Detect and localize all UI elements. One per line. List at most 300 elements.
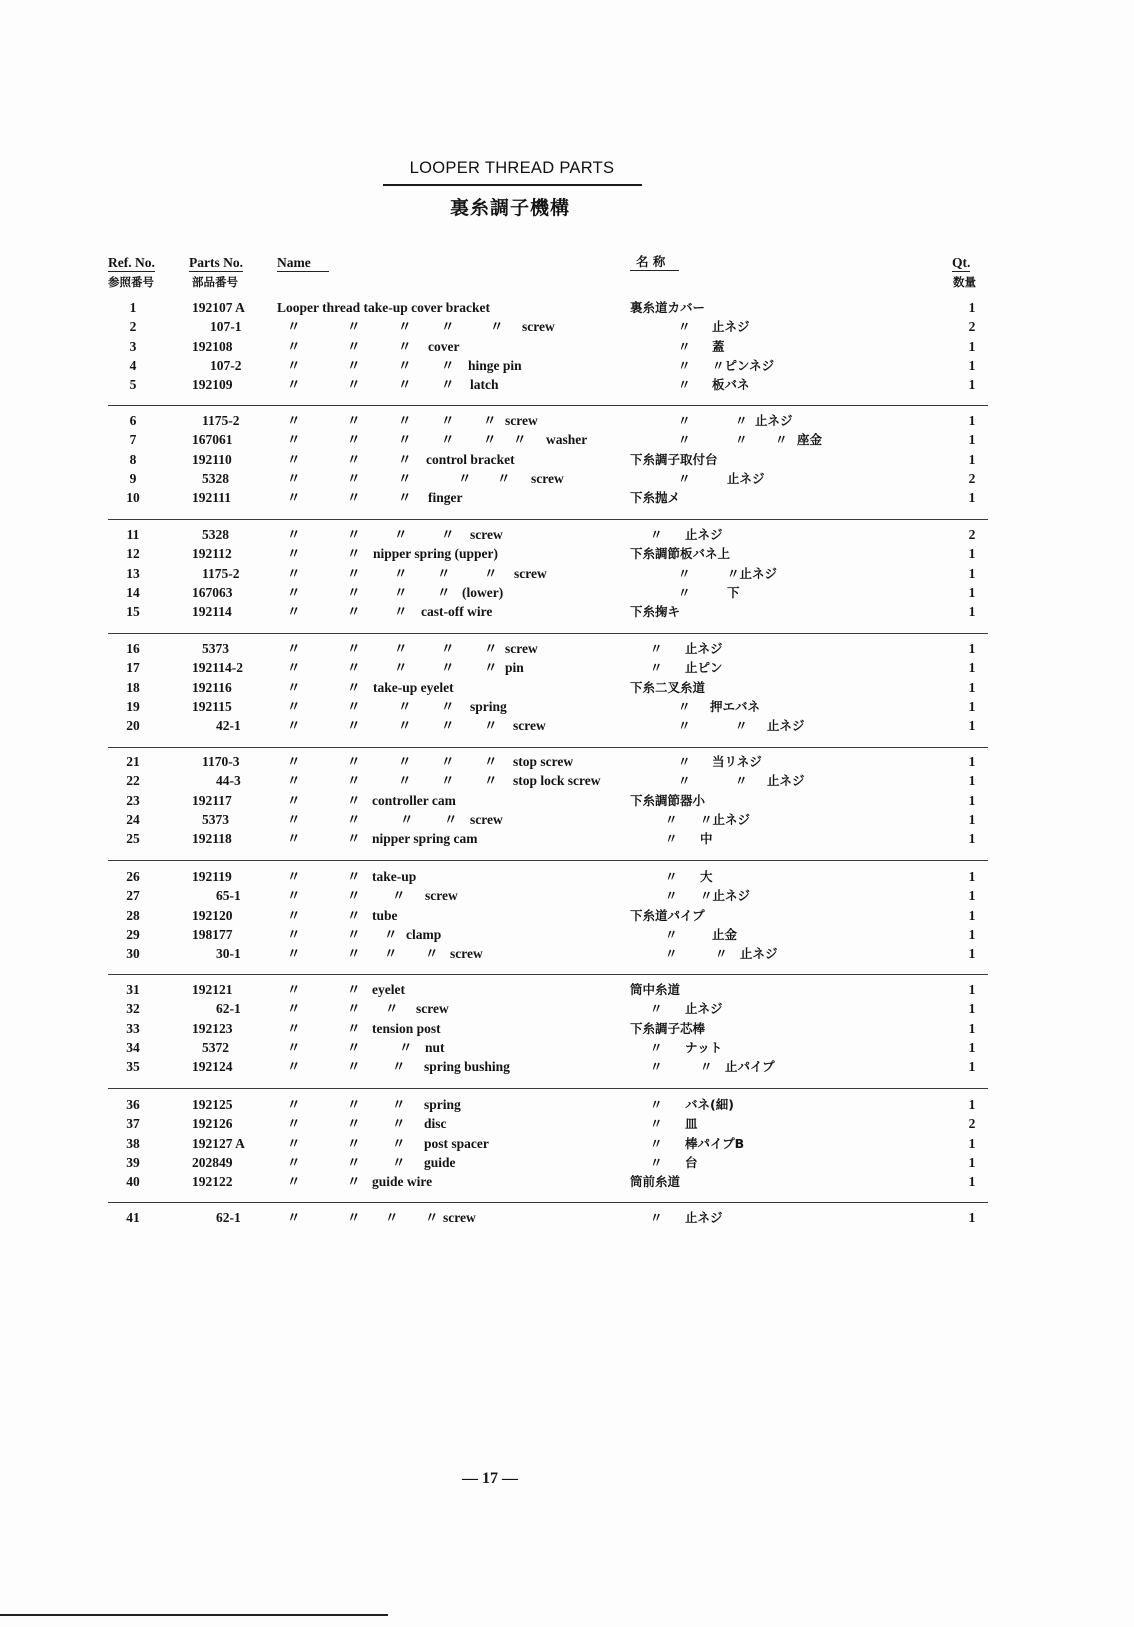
name-token: 〃	[287, 792, 301, 808]
jp-name-token: 筒中糸道	[630, 982, 681, 997]
name-token: 〃	[347, 451, 361, 467]
name-token: 〃	[347, 1174, 361, 1190]
jp-name-token: 〃	[650, 1059, 663, 1075]
ref-no: 3	[129, 338, 137, 354]
name-token: 〃	[398, 718, 412, 734]
ref-no: 28	[126, 907, 140, 923]
name-token: screw	[505, 641, 538, 656]
parts-no: 167061	[192, 432, 233, 448]
page-number: — 17 —	[462, 1470, 518, 1487]
name-token: 〃	[287, 1020, 301, 1036]
jp-name-token: 〃止ネジ	[727, 565, 778, 581]
name-token: 〃	[398, 357, 412, 373]
name-token: 〃	[483, 413, 497, 428]
table-row	[0, 1039, 1134, 1057]
jp-name-token: 〃	[775, 432, 788, 448]
table-row	[0, 698, 1134, 716]
parts-no: 198177	[192, 926, 233, 942]
ref-no: 15	[126, 604, 140, 620]
name-token: 〃	[287, 432, 301, 448]
name-token: 〃	[385, 1210, 399, 1225]
name-token: 〃	[347, 357, 361, 373]
name-token: 〃	[384, 946, 398, 962]
name-token: 〃	[394, 660, 408, 676]
name-token: 〃	[384, 926, 398, 942]
name-token: screw	[470, 527, 503, 542]
jp-name-token: 止ネジ	[685, 527, 723, 542]
ref-no: 8	[129, 451, 137, 467]
jp-name-token: 押エバネ	[710, 698, 761, 714]
qty: 1	[968, 982, 976, 997]
table-row	[0, 565, 1134, 583]
table-row	[0, 753, 1134, 771]
name-token: 〃	[484, 754, 498, 769]
parts-no: 192107 A	[192, 300, 245, 315]
name-token: control bracket	[426, 451, 515, 467]
qty: 1	[968, 413, 976, 428]
parts-no: 192118	[192, 831, 232, 847]
name-token: 〃	[287, 888, 301, 904]
ref-no: 20	[126, 718, 140, 734]
qty: 1	[968, 926, 976, 942]
name-token: 〃	[392, 1097, 406, 1112]
jp-name-token: 〃	[735, 432, 748, 448]
parts-no: 1170-3	[202, 754, 240, 769]
qty: 1	[968, 773, 976, 789]
table-row	[0, 1135, 1134, 1153]
name-token: 〃	[444, 811, 458, 827]
name-token: 〃	[490, 319, 504, 335]
name-token: screw	[513, 718, 546, 734]
parts-no: 192115	[192, 698, 232, 714]
name-token: 〃	[400, 811, 414, 827]
name-token: 〃	[287, 982, 301, 997]
name-token: screw	[470, 811, 503, 827]
name-token: 〃	[287, 907, 301, 923]
qty: 1	[968, 907, 976, 923]
qty: 1	[968, 754, 976, 769]
table-row	[0, 357, 1134, 375]
name-token: 〃	[287, 357, 301, 373]
jp-name-token: 〃	[678, 377, 691, 393]
jp-name-token: 下糸調節板バネ上	[630, 546, 731, 562]
jp-name-token: 板バネ	[712, 377, 750, 393]
name-token: 〃	[347, 338, 361, 354]
name-token: guide wire	[372, 1174, 433, 1190]
name-token: 〃	[347, 888, 361, 904]
name-token: screw	[443, 1210, 476, 1225]
jp-name-token: 〃	[678, 773, 691, 789]
table-row	[0, 945, 1134, 963]
name-token: 〃	[484, 718, 498, 734]
parts-no: 192127 A	[192, 1135, 245, 1151]
jp-name-token: 止ピン	[685, 660, 723, 676]
name-token: nipper spring (upper)	[373, 546, 499, 562]
name-token: spring	[470, 698, 507, 714]
ref-no: 30	[126, 946, 140, 962]
name-token: 〃	[347, 470, 361, 486]
name-token: guide	[424, 1154, 456, 1170]
jp-name-token: 〃	[650, 660, 663, 676]
qty: 2	[968, 1116, 976, 1132]
name-token: 〃	[347, 660, 361, 676]
jp-name-token: 〃	[735, 718, 748, 734]
table-row	[0, 1096, 1134, 1114]
name-token: cover	[428, 338, 460, 354]
jp-name-token: 〃ピンネジ	[712, 357, 775, 373]
name-token: 〃	[287, 679, 301, 695]
parts-no: 5373	[202, 811, 229, 827]
name-token: 〃	[347, 946, 361, 962]
name-token: 〃	[483, 432, 497, 448]
header-ref-no-jp: 参照番号	[108, 275, 154, 289]
jp-name-token: 止金	[712, 926, 738, 942]
jp-name-token: 〃	[735, 413, 748, 428]
qty: 2	[968, 470, 976, 486]
jp-name-token: 止ネジ	[685, 1001, 723, 1017]
table-row	[0, 376, 1134, 394]
parts-no: 192114	[192, 604, 232, 620]
table-row	[0, 887, 1134, 905]
parts-no: 202849	[192, 1154, 233, 1170]
name-token: 〃	[287, 584, 301, 600]
table-row	[0, 489, 1134, 507]
name-token: 〃	[398, 490, 412, 506]
jp-name-token: 〃	[665, 831, 678, 847]
name-token: 〃	[437, 584, 451, 600]
parts-no: 192123	[192, 1020, 233, 1036]
table-row	[0, 1154, 1134, 1172]
name-token: 〃	[458, 470, 472, 486]
header-name: Name	[277, 255, 329, 272]
parts-no: 107-1	[210, 319, 242, 335]
name-token: 〃	[398, 377, 412, 393]
jp-name-token: 〃	[700, 1059, 713, 1075]
ref-no: 40	[126, 1174, 140, 1190]
name-token: spring bushing	[424, 1059, 510, 1075]
parts-no: 1175-2	[202, 413, 240, 428]
jp-name-token: 〃	[665, 811, 678, 827]
parts-no: 192124	[192, 1059, 233, 1075]
name-token: 〃	[347, 1020, 361, 1036]
parts-no: 192125	[192, 1097, 233, 1112]
name-token: 〃	[287, 926, 301, 942]
name-token: (lower)	[462, 584, 504, 600]
name-token: 〃	[347, 546, 361, 562]
name-token: nipper spring cam	[372, 831, 478, 847]
jp-name-token: 〃	[678, 357, 691, 373]
name-token: 〃	[347, 584, 361, 600]
qty: 1	[968, 888, 976, 904]
name-token: 〃	[287, 946, 301, 962]
group-divider	[108, 860, 988, 861]
ref-no: 32	[126, 1001, 140, 1017]
table-row	[0, 830, 1134, 848]
table-row	[0, 338, 1134, 356]
name-token: 〃	[287, 490, 301, 506]
name-token: 〃	[392, 1059, 406, 1075]
name-token: 〃	[441, 660, 455, 676]
name-token: 〃	[347, 679, 361, 695]
name-token: 〃	[394, 565, 408, 581]
table-row	[0, 1173, 1134, 1191]
jp-name-token: 〃	[678, 584, 691, 600]
name-token: controller cam	[372, 792, 456, 808]
ref-no: 21	[126, 754, 140, 769]
name-token: 〃	[399, 1039, 413, 1055]
parts-no: 192119	[192, 869, 232, 884]
parts-no: 192121	[192, 982, 233, 997]
ref-no: 19	[126, 698, 140, 714]
table-row	[0, 907, 1134, 925]
table-row	[0, 318, 1134, 336]
name-token: finger	[428, 490, 463, 506]
parts-no: 62-1	[216, 1210, 241, 1225]
table-row	[0, 717, 1134, 735]
name-token: 〃	[398, 338, 412, 354]
table-row	[0, 679, 1134, 697]
jp-name-token: 〃	[735, 773, 748, 789]
name-token: 〃	[287, 565, 301, 581]
table-row	[0, 431, 1134, 449]
group-divider	[108, 1202, 988, 1203]
name-token: 〃	[347, 907, 361, 923]
name-token: screw	[425, 888, 458, 904]
ref-no: 16	[126, 641, 140, 656]
parts-no: 1175-2	[202, 565, 240, 581]
name-token: 〃	[347, 1116, 361, 1132]
name-token: 〃	[287, 413, 301, 428]
name-token: 〃	[394, 641, 408, 656]
jp-name-token: 〃	[665, 946, 678, 962]
name-token: 〃	[347, 1154, 361, 1170]
group-divider	[108, 633, 988, 634]
name-token: 〃	[398, 773, 412, 789]
name-token: 〃	[347, 377, 361, 393]
qty: 1	[968, 490, 976, 506]
parts-no: 62-1	[216, 1001, 241, 1017]
jp-name-token: 棒パイプB	[685, 1135, 745, 1151]
name-token: 〃	[287, 869, 301, 884]
name-token: 〃	[287, 527, 301, 542]
group-divider	[108, 405, 988, 406]
name-token: 〃	[347, 773, 361, 789]
jp-name-token: 〃	[678, 718, 691, 734]
ref-no: 26	[126, 869, 140, 884]
name-token: 〃	[287, 1154, 301, 1170]
jp-name-token: 座金	[797, 432, 823, 448]
name-token: Looper thread take-up cover bracket	[277, 300, 490, 315]
name-token: cast-off wire	[421, 604, 493, 620]
name-token: 〃	[398, 432, 412, 448]
ref-no: 18	[126, 679, 140, 695]
jp-name-token: 〃	[678, 470, 691, 486]
name-token: 〃	[425, 946, 439, 962]
name-token: 〃	[441, 641, 455, 656]
name-token: 〃	[484, 773, 498, 789]
name-token: 〃	[394, 584, 408, 600]
ref-no: 13	[126, 565, 140, 581]
name-token: 〃	[287, 698, 301, 714]
jp-name-token: 下糸道パイプ	[630, 907, 705, 923]
table-row	[0, 811, 1134, 829]
jp-name-token: 〃	[650, 527, 663, 542]
parts-no: 5328	[202, 470, 229, 486]
jp-name-token: 〃	[650, 1116, 663, 1132]
jp-name-token: 止ネジ	[755, 413, 793, 428]
ref-no: 11	[126, 527, 140, 542]
name-token: 〃	[287, 773, 301, 789]
ref-no: 22	[126, 773, 140, 789]
group-divider	[108, 1088, 988, 1089]
jp-name-token: 下	[727, 584, 740, 600]
jp-name-token: 〃	[678, 698, 691, 714]
name-token: 〃	[287, 641, 301, 656]
jp-name-token: 皿	[685, 1116, 698, 1132]
name-token: 〃	[441, 377, 455, 393]
qty: 1	[968, 792, 976, 808]
parts-no: 192109	[192, 377, 233, 393]
ref-no: 34	[126, 1039, 140, 1055]
ref-no: 5	[129, 377, 137, 393]
name-token: tube	[372, 907, 398, 923]
jp-name-token: 〃止ネジ	[700, 811, 751, 827]
jp-name-token: 下糸二叉糸道	[630, 679, 706, 695]
parts-no: 5328	[202, 527, 229, 542]
parts-no: 167063	[192, 584, 233, 600]
name-token: 〃	[441, 319, 455, 335]
header-qty: Qt.	[952, 255, 971, 270]
name-token: screw	[531, 470, 564, 486]
ref-no: 17	[126, 660, 140, 676]
title-underline	[383, 184, 642, 186]
jp-name-token: 止パイプ	[725, 1059, 775, 1075]
name-token: 〃	[347, 811, 361, 827]
jp-name-token: 〃	[665, 869, 678, 884]
header-qty-jp: 数量	[953, 275, 976, 289]
name-token: 〃	[398, 698, 412, 714]
name-token: 〃	[441, 432, 455, 448]
parts-no: 30-1	[216, 946, 241, 962]
parts-no: 192126	[192, 1116, 233, 1132]
qty: 1	[968, 546, 976, 562]
name-token: 〃	[484, 641, 498, 656]
name-token: 〃	[441, 754, 455, 769]
name-token: 〃	[287, 1135, 301, 1151]
header-parts-no-jp: 部品番号	[192, 275, 238, 289]
name-token: screw	[522, 319, 555, 335]
name-token: 〃	[287, 546, 301, 562]
parts-no: 192110	[192, 451, 232, 467]
name-token: screw	[416, 1001, 449, 1017]
name-token: 〃	[287, 338, 301, 354]
ref-no: 1	[129, 300, 137, 315]
jp-name-token: 〃	[650, 1001, 663, 1017]
name-token: 〃	[392, 1116, 406, 1132]
parts-no: 42-1	[216, 718, 241, 734]
name-token: 〃	[287, 718, 301, 734]
jp-name-token: 〃	[650, 1154, 663, 1170]
table-row	[0, 1000, 1134, 1018]
name-token: 〃	[347, 698, 361, 714]
qty: 1	[968, 1210, 976, 1225]
jp-name-token: 〃	[678, 565, 691, 581]
name-token: 〃	[484, 660, 498, 676]
qty: 1	[968, 338, 976, 354]
name-token: 〃	[347, 527, 361, 542]
name-token: 〃	[347, 831, 361, 847]
ref-no: 10	[126, 490, 140, 506]
jp-name-token: 止ネジ	[685, 1210, 723, 1225]
jp-name-token: 〃	[665, 926, 678, 942]
ref-no: 36	[126, 1097, 140, 1112]
header-ref-no: Ref. No.	[108, 255, 155, 270]
jp-name-token: 〃	[678, 338, 691, 354]
ref-no: 29	[126, 926, 140, 942]
qty: 1	[968, 357, 976, 373]
qty: 1	[968, 679, 976, 695]
table-row	[0, 1058, 1134, 1076]
name-token: 〃	[287, 1174, 301, 1190]
name-token: 〃	[347, 1059, 361, 1075]
name-token: 〃	[347, 413, 361, 428]
name-token: 〃	[347, 319, 361, 335]
name-token: 〃	[394, 527, 408, 542]
jp-name-token: 止ネジ	[740, 946, 778, 962]
name-token: eyelet	[372, 982, 405, 997]
name-token: 〃	[347, 926, 361, 942]
parts-no: 107-2	[210, 357, 242, 373]
name-token: 〃	[398, 470, 412, 486]
name-token: 〃	[347, 1001, 361, 1017]
name-token: 〃	[437, 565, 451, 581]
header-name-jp: 名 称	[630, 255, 679, 271]
jp-name-token: 下糸調節器小	[630, 792, 706, 808]
qty: 1	[968, 660, 976, 676]
ref-no: 37	[126, 1116, 140, 1132]
table-row	[0, 470, 1134, 488]
qty: 2	[968, 319, 976, 335]
name-token: stop screw	[513, 754, 574, 769]
ref-no: 35	[126, 1059, 140, 1075]
name-token: 〃	[441, 357, 455, 373]
group-divider	[108, 519, 988, 520]
ref-no: 12	[126, 546, 140, 562]
table-row	[0, 926, 1134, 944]
ref-no: 24	[126, 811, 140, 827]
jp-name-token: 〃	[650, 1039, 663, 1055]
name-token: 〃	[287, 451, 301, 467]
ref-no: 25	[126, 831, 140, 847]
table-row	[0, 792, 1134, 810]
jp-name-token: ナット	[685, 1039, 723, 1055]
parts-no: 192120	[192, 907, 233, 923]
name-token: spring	[424, 1097, 461, 1112]
qty: 1	[968, 718, 976, 734]
ref-no: 7	[129, 432, 137, 448]
name-token: 〃	[347, 792, 361, 808]
parts-no: 5372	[202, 1039, 229, 1055]
jp-name-token: 止ネジ	[767, 718, 805, 734]
name-token: 〃	[347, 432, 361, 448]
table-row	[0, 299, 1134, 317]
qty: 2	[968, 527, 976, 542]
jp-name-token: 下糸掬キ	[630, 604, 681, 620]
name-token: 〃	[347, 718, 361, 734]
jp-name-token: 筒前糸道	[630, 1174, 681, 1190]
name-token: 〃	[441, 527, 455, 542]
group-divider	[108, 747, 988, 748]
